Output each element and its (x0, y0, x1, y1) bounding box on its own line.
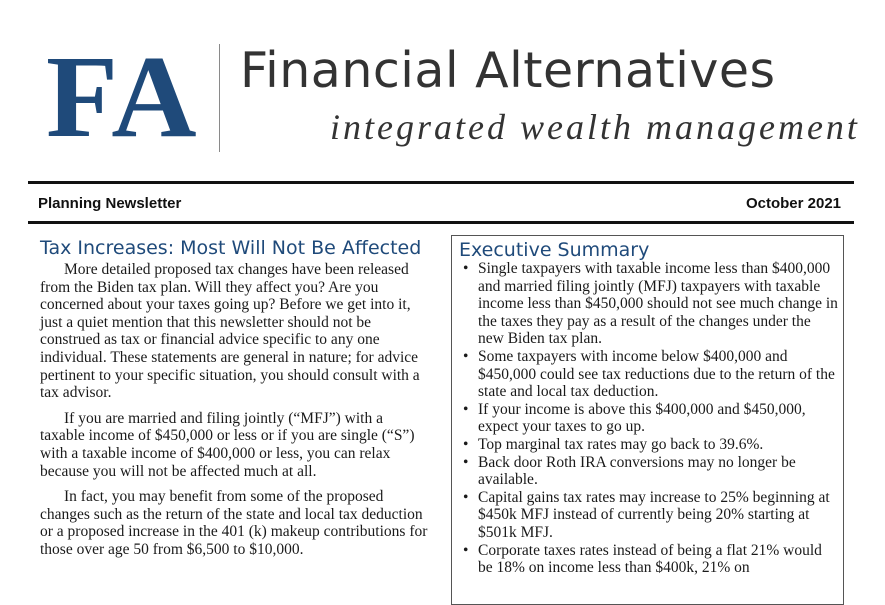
newsletter-label: Planning Newsletter (38, 195, 182, 212)
header-rule-top (28, 181, 854, 184)
article-title: Tax Increases: Most Will Not Be Affected (40, 237, 422, 259)
article-paragraph: In fact, you may benefit from some of the proposed changes such as the return of the state and local tax deduction or a proposed increase in the 401 (k) makeup contributions for those over age 50 from $6,500 to $10,000. (40, 488, 428, 558)
summary-bullet: • Back door Roth IRA conversions may no longer be available. (461, 454, 839, 489)
summary-bullet: • Corporate taxes rates instead of being a flat 21% would be 18% on income less than $400k, 21% on (461, 542, 839, 577)
executive-summary-box (451, 235, 844, 605)
article-paragraph: More detailed proposed tax changes have been released from the Biden tax plan. Will they affect you? Are you concerned about your taxes going up? Before we get into it, just a quiet mention that this newsletter should not be construed as tax or financial advice specific to any one individual. These statements are general in nature; for advice pertinent to your specific situation, you should consult with a tax advisor. (40, 261, 420, 402)
fa-logo: FA (46, 31, 199, 162)
header-rule-bottom (28, 221, 854, 224)
brand-name: Financial Alternatives (240, 42, 776, 99)
article-paragraph: If you are married and filing jointly (“MFJ”) with a taxable income of $450,000 or less or if you are single (“S”) with a taxable income of $400,000 or less, you can relax because you will not be affected much at all. (40, 409, 415, 480)
brand-tagline: integrated wealth management (330, 107, 860, 147)
summary-bullet: • If your income is above this $400,000 and $450,000, expect your taxes to go up. (461, 401, 839, 436)
summary-bullet: • Capital gains tax rates may increase to 25% beginning at $450k MFJ instead of currently being 20% starting at $501k MFJ. (461, 489, 839, 542)
summary-bullet: • Single taxpayers with taxable income less than $400,000 and married filing jointly (MFJ) taxpayers with taxable income less than $450,000 should not see much change in the taxes they pay as a result of the changes under the new Biden tax plan. (461, 260, 839, 348)
executive-summary-title: Executive Summary (459, 239, 650, 261)
executive-summary-list (461, 260, 839, 577)
summary-bullet: • Top marginal tax rates may go back to 39.6%. (461, 436, 839, 454)
summary-bullet: • Some taxpayers with income below $400,000 and $450,000 could see tax reductions due to the return of the state and local tax deduction. (461, 348, 839, 401)
newsletter-date: October 2021 (745, 195, 841, 212)
article-body (40, 261, 428, 559)
logo-divider (219, 44, 220, 152)
